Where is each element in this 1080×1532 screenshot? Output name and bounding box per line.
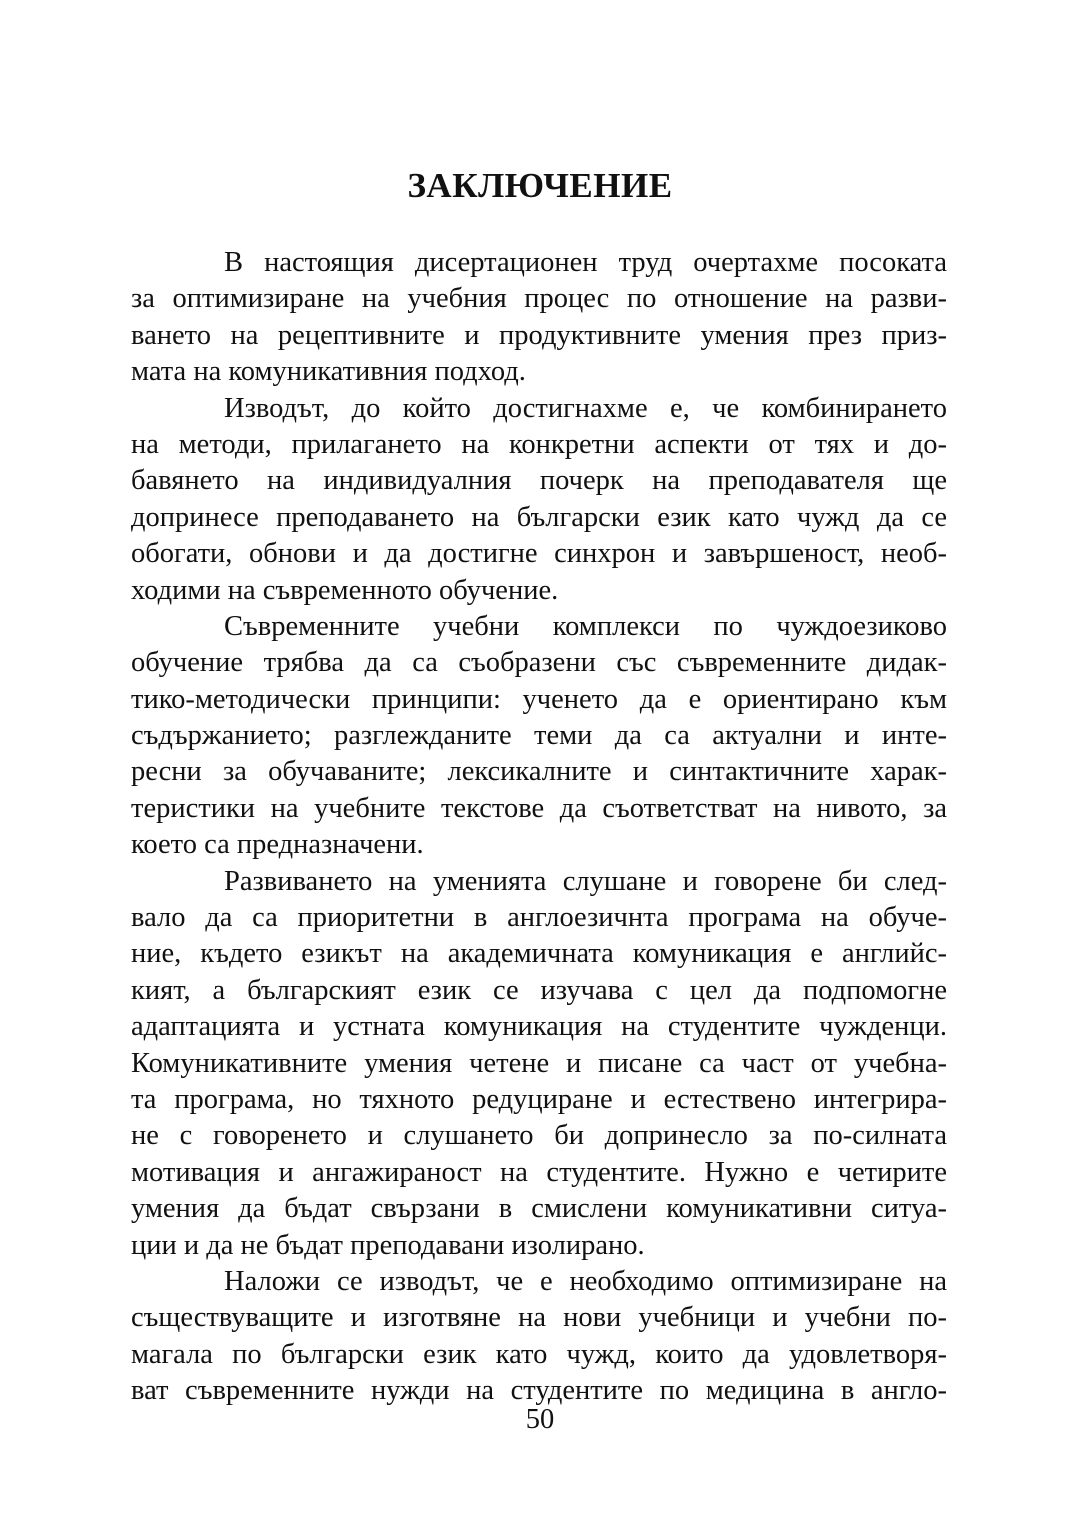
text-line: не с говоренето и слушането би допринесло за по-силната — [131, 1120, 947, 1152]
text-line: ние, където езикът на академичната комуникация е английс- — [131, 938, 947, 970]
text-line: ресни за обучаваните; лексикалните и синтактичните харак- — [131, 756, 947, 788]
paragraph — [131, 391, 947, 609]
page-title: ЗАКЛЮЧЕНИЕ — [407, 166, 673, 205]
text-line: което са предназначени. — [131, 829, 424, 861]
text-line: Комуникативните умения четене и писане са част от учебна- — [131, 1047, 947, 1079]
paragraph — [131, 864, 947, 1264]
text-line: съществуващите и изготвяне на нови учебници и учебни по- — [131, 1302, 947, 1334]
paragraph — [131, 1264, 947, 1410]
text-line: мата на комуникативния подход. — [131, 356, 526, 388]
text-line: обучение трябва да са съобразени със съвременните дидак- — [131, 647, 947, 679]
text-line: ции и да не бъдат преподавани изолирано. — [131, 1229, 645, 1261]
text-line: вало да са приоритетни в англоезичнта програма на обуче- — [131, 902, 947, 934]
text-line: мотивация и ангажираност на студентите. Нужно е четирите — [131, 1156, 947, 1188]
text-line: магала по български език като чужд, които да удовлетворя- — [131, 1338, 947, 1370]
body-text — [131, 245, 947, 1410]
text-line: Съвременните учебни комплекси по чуждоезиково — [224, 610, 947, 642]
text-line: тико-методически принципи: ученето да е ориентирано към — [131, 683, 947, 715]
paragraph — [131, 245, 947, 391]
text-line: допринесе преподаването на български език като чужд да се — [131, 501, 947, 533]
text-line: кият, а българският език се изучава с цел да подпомогне — [131, 974, 947, 1006]
text-line: В настоящия дисертационен труд очертахме посоката — [224, 247, 947, 278]
text-line: съдържанието; разглежданите теми да са актуални и инте- — [131, 720, 947, 752]
text-line: на методи, прилагането на конкретни аспекти от тях и до- — [131, 428, 947, 460]
text-line: ват съвременните нужди на студентите по медицина в англо- — [131, 1375, 947, 1407]
text-line: умения да бъдат свързани в смислени комуникативни ситуа- — [131, 1193, 947, 1225]
text-line: Изводът, до който достигнахме е, че комбинирането — [224, 392, 947, 424]
text-line: теристики на учебните текстове да съответстват на нивото, за — [131, 792, 947, 824]
text-line: обогати, обнови и да достигне синхрон и завършеност, необ- — [131, 538, 947, 570]
text-line: за оптимизиране на учебния процес по отношение на разви- — [131, 283, 947, 315]
paragraph — [131, 609, 947, 864]
text-line: ването на рецептивните и продуктивните умения през приз- — [131, 319, 947, 351]
text-line: ходими на съвременното обучение. — [131, 574, 559, 606]
text-line: та програма, но тяхното редуциране и естествено интегрира- — [131, 1083, 947, 1115]
page-number: 50 — [525, 1404, 555, 1435]
text-line: Развиването на уменията слушане и говорене би след- — [224, 865, 947, 897]
text-line: Наложи се изводът, че е необходимо оптимизиране на — [224, 1265, 947, 1297]
text-line: бавянето на индивидуалния почерк на преподавателя ще — [131, 465, 947, 497]
text-line: адаптацията и устната комуникация на студентите чужденци. — [131, 1011, 947, 1043]
